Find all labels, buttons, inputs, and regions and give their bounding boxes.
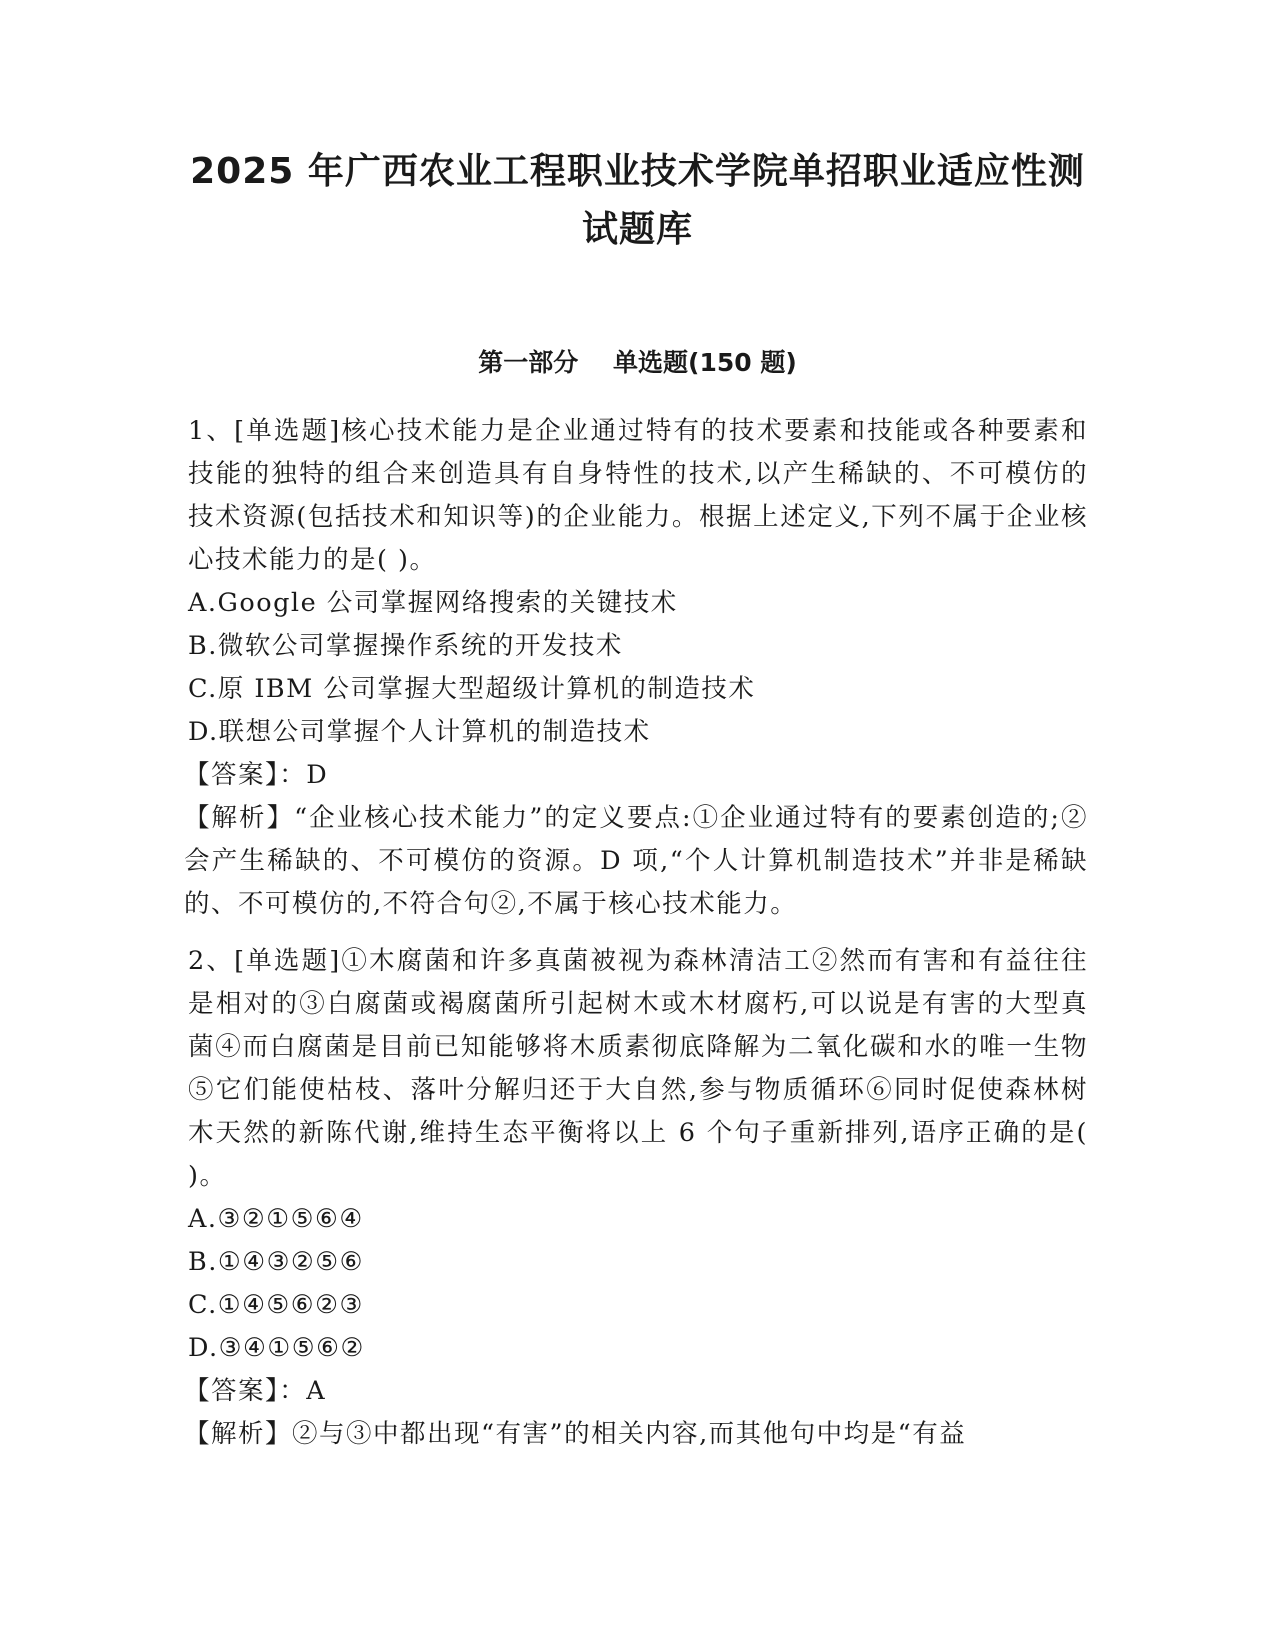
option-c: C.原 IBM 公司掌握大型超级计算机的制造技术 — [188, 674, 756, 704]
option-a: A.Google 公司掌握网络搜索的关键技术 — [188, 588, 678, 618]
analysis: 【解析】“企业核心技术能力”的定义要点:①企业通过特有的要素创造的;②会产生稀缺的、不可模仿的资源。D 项,“个人计算机制造技术”并非是稀缺的、不可模仿的,不符合句②,不属于核心技术能力。 — [184, 803, 1088, 919]
question-2 — [184, 940, 1088, 1456]
document-title — [150, 143, 1125, 259]
title-line-1: 2025 年广西农业工程职业技术学院单招职业适应性测 — [190, 151, 1085, 192]
question-1 — [184, 410, 1088, 926]
analysis: 【解析】②与③中都出现“有害”的相关内容,而其他句中均是“有益 — [184, 1419, 967, 1449]
answer: 【答案】：D — [184, 760, 329, 790]
option-b: B.①④③②⑤⑥ — [188, 1247, 365, 1277]
section-title: 第一部分 单选题(150 题) — [478, 348, 797, 377]
option-d: D.③④①⑤⑥② — [188, 1333, 365, 1363]
option-d: D.联想公司掌握个人计算机的制造技术 — [188, 717, 651, 747]
option-a: A.③②①⑤⑥④ — [188, 1204, 364, 1234]
option-c: C.①④⑤⑥②③ — [188, 1290, 364, 1320]
question-stem: 2、[单选题]①木腐菌和许多真菌被视为森林清洁工②然而有害和有益往往是相对的③白腐菌或褐腐菌所引起树木或木材腐朽,可以说是有害的大型真菌④而白腐菌是目前已知能够将木质素彻底降解为二氧化碳和水的唯一生物⑤它们能使枯枝、落叶分解归还于大自然,参与物质循环⑥同时促使森林树木天然的新陈代谢,维持生态平衡将以上 6 个句子重新排列,语序正确的是( )。 — [188, 946, 1088, 1191]
question-list — [184, 410, 1088, 1470]
question-stem: 1、[单选题]核心技术能力是企业通过特有的技术要素和技能或各种要素和技能的独特的组合来创造具有自身特性的技术,以产生稀缺的、不可模仿的技术资源(包括技术和知识等)的企业能力。根据上述定义,下列不属于企业核心技术能力的是( )。 — [188, 416, 1088, 575]
answer: 【答案】：A — [184, 1376, 327, 1406]
title-line-2: 试题库 — [581, 209, 693, 250]
option-b: B.微软公司掌握操作系统的开发技术 — [188, 631, 623, 661]
